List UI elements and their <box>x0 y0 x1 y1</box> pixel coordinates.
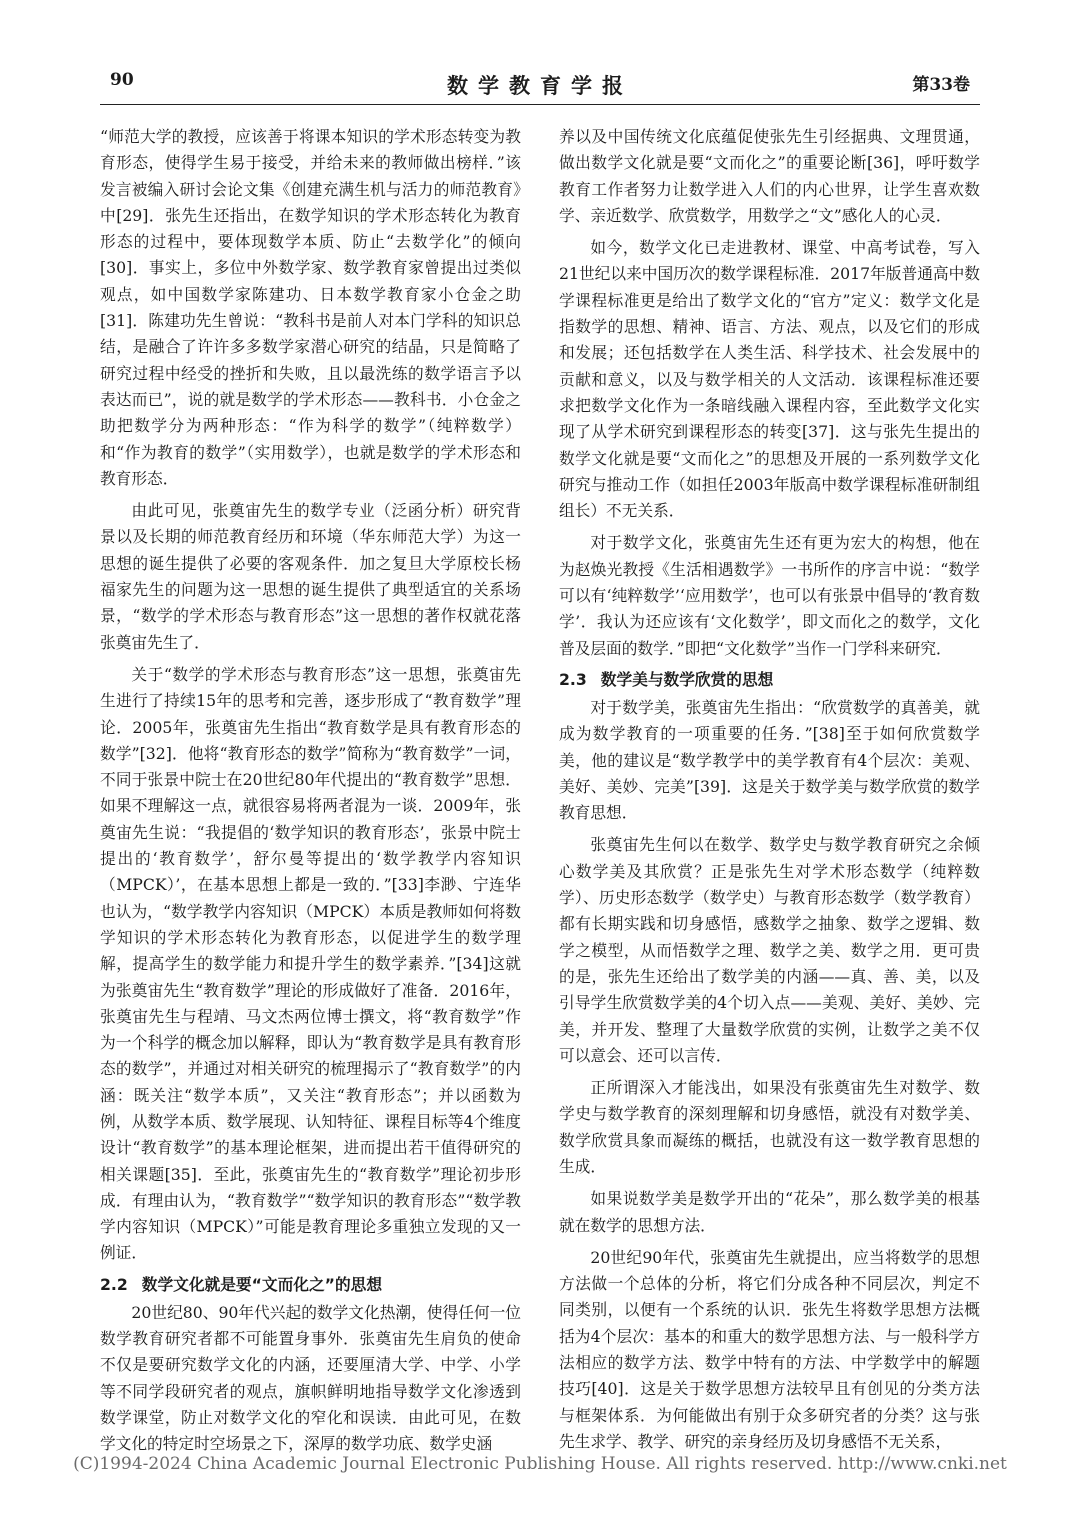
page-number: 90 <box>110 70 134 90</box>
journal-title: 数学教育学报 <box>447 73 633 98</box>
section-heading-2-3 <box>559 668 980 692</box>
paragraph: 关于“数学的学术形态与教育形态”这一思想，张奠宙先生进行了持续15年的思考和完善，逐步形成了“教育数学”理论．2005年，张奠宙先生指出“教育数学是具有教育形态的数学”[32]．他将“教育形态的数学”简称为“教育数学”一词，不同于张景中院士在20世纪80年代提出的“教育数学”思想．如果不理解这一点，就很容易将两者混为一谈．2009年，张奠宙先生说：“我提倡的‘数学知识的教育形态’，张景中院士提出的‘教育数学’，舒尔曼等提出的‘数学教学内容知识（MPCK）’，在基本思想上都是一致的．”[33]李渺、宁连华也认为，“数学教学内容知识（MPCK）本质是教师如何将数学知识的学术形态转化为教育形态，以促进学生的数学理解，提高学生的数学能力和提升学生的数学素养．”[34]这就为张奠宙先生“教育数学”理论的形成做好了准备．2016年，张奠宙先生与程靖、马文杰两位博士撰文，将“教育数学”作为一个科学的概念加以解释，即认为“教育数学是具有教育形态的数学”，并通过对相关研究的梳理揭示了“教育数学”的内涵：既关注“数学本质”，又关注“教育形态”；并以函数为例，从数学本质、数学展现、认知特征、课程目标等4个维度设计“教育数学”的基本理论框架，进而提出若干值得研究的相关课题[35]．至此，张奠宙先生的“教育数学”理论初步形成．有理由认为，“教育数学”“数学知识的教育形态”“数学教学内容知识（MPCK）”可能是教育理论多重独立发现的又一例证． <box>100 664 521 1263</box>
paragraph: 由此可见，张奠宙先生的数学专业（泛函分析）研究背景以及长期的师范教育经历和环境（华东师范大学）为这一思想的诞生提供了必要的客观条件．加之复旦大学原校长杨福家先生的问题为这一思想的诞生提供了典型适宜的关系场景，“数学的学术形态与教育形态”这一思想的著作权就花落张奠宙先生了． <box>100 501 521 652</box>
copyright-footer: (C)1994-2024 China Academic Journal Electronic Publishing House. All rights reserved. http://www.cnki.net <box>73 1454 1007 1474</box>
paragraph: 如果说数学美是数学开出的“花朵”，那么数学美的根基就在数学的思想方法． <box>559 1189 980 1235</box>
paragraph: 20世纪90年代，张奠宙先生就提出，应当将数学的思想方法做一个总体的分析，将它们分成各种不同层次，判定不同类别，以便有一个系统的认识．张先生将数学思想方法概括为4个层次：基本的和重大的数学思想方法、与一般科学方法相应的数学方法、数学中特有的方法、中学数学中的解题技巧[40]．这是关于数学思想方法较早且有创见的分类方法与框架体系．为何能做出有别于众多研究者的分类？这与张先生求学、教学、研究的亲身经历及切身感悟不无关系， <box>559 1247 980 1451</box>
paragraph: 如今，数学文化已走进教材、课堂、中高考试卷，写入21世纪以来中国历次的数学课程标准．2017年版普通高中数学课程标准更是给出了数学文化的“官方”定义：数学文化是指数学的思想、精神、语言、方法、观点，以及它们的形成和发展；还包括数学在人类生活、科学技术、社会发展中的贡献和意义，以及与数学相关的人文活动．该课程标准还要求把数学文化作为一条暗线融入课程内容，至此数学文化实现了从学术研究到课程形态的转变[37]．这与张先生提出的数学文化就是要“文而化之”的思想及开展的一系列数学文化研究与推动工作（如担任2003年版高中数学课程标准研制组组长）不无关系． <box>559 238 980 521</box>
section-heading-2-2 <box>100 1273 521 1297</box>
volume-label: 第33卷 <box>912 75 970 95</box>
section-title: 数学美与数学欣赏的思想 <box>600 669 774 689</box>
running-header <box>100 64 980 105</box>
paragraph: 养以及中国传统文化底蕴促使张先生引经据典、文理贯通，做出数学文化就是要“文而化之”的重要论断[36]，呼吁数学教育工作者努力让数学进入人们的内心世界，让学生喜欢数学、亲近数学、欣赏数学，用数学之“文”感化人的心灵． <box>559 127 980 225</box>
paragraph: 20世纪80、90年代兴起的数学文化热潮，使得任何一位数学教育研究者都不可能置身事外．张奠宙先生肩负的使命不仅是要研究数学文化的内涵，还要厘清大学、中学、小学等不同学段研究者的观点，旗帜鲜明地指导数学文化渗透到数学课堂，防止对数学文化的窄化和误读．由此可见，在数学文化的特定时空场景之下，深厚的数学功底、数学史涵 <box>100 1302 521 1454</box>
paragraph: 正所谓深入才能浅出，如果没有张奠宙先生对数学、数学史与数学教育的深刻理解和切身感悟，就没有对数学美、数学欣赏具象而凝练的概括，也就没有这一数学教育思想的生成． <box>559 1078 980 1176</box>
paragraph: “师范大学的教授，应该善于将课本知识的学术形态转变为教育形态，使得学生易于接受，并给未来的教师做出榜样．”该发言被编入研讨会论文集《创建充满生机与活力的师范教育》中[29]．张先生还指出，在数学知识的学术形态转化为教育形态的过程中，要体现数学本质、防止“去数学化”的倾向[30]．事实上，多位中外数学家、数学教育家曾提出过类似观点，如中国数学家陈建功、日本数学教育家小仓金之助[31]．陈建功先生曾说：“教科书是前人对本门学科的知识总结，是融合了许许多多数学家潜心研究的结晶，只是简略了研究过程中经受的挫折和失败，且以最洗练的数学语言予以表达而已”，说的就是数学的学术形态——教科书．小仓金之助把数学分为两种形态：“作为科学的数学”（纯粹数学）和“作为教育的数学”（实用数学），也就是数学的学术形态和教育形态． <box>100 127 521 488</box>
paragraph: 对于数学美，张奠宙先生指出：“欣赏数学的真善美，就成为数学教育的一项重要的任务．”[38]至于如何欣赏数学美，他的建议是“数学教学中的美学教育有4个层次：美观、美好、美妙、完美”[39]．这是关于数学美与数学欣赏的数学教育思想． <box>559 697 980 823</box>
section-number: 2.3 <box>559 669 587 689</box>
section-number: 2.2 <box>100 1274 128 1294</box>
left-column <box>100 124 521 1464</box>
section-title: 数学文化就是要“文而化之”的思想 <box>141 1274 383 1294</box>
paragraph: 对于数学文化，张奠宙先生还有更为宏大的构想，他在为赵焕光教授《生活相遇数学》一书所作的序言中说：“数学可以有‘纯粹数学’‘应用数学’，也可以有张景中倡导的‘教育数学’．我认为还应该有‘文化数学’，即文而化之的数学，文化普及层面的数学．”即把“文化数学”当作一门学科来研究． <box>559 533 980 658</box>
right-column <box>559 124 980 1461</box>
paragraph: 张奠宙先生何以在数学、数学史与数学教育研究之余倾心数学美及其欣赏？正是张先生对学术形态数学（纯粹数学）、历史形态数学（数学史）与教育形态数学（数学教育）都有长期实践和切身感悟，感数学之抽象、数学之逻辑、数学之模型，从而悟数学之理、数学之美、数学之用．更可贵的是，张先生还给出了数学美的内涵——真、善、美，以及引导学生欣赏数学美的4个切入点——美观、美好、美妙、完美，并开发、整理了大量数学欣赏的实例，让数学之美不仅可以意会、还可以言传． <box>559 835 980 1065</box>
